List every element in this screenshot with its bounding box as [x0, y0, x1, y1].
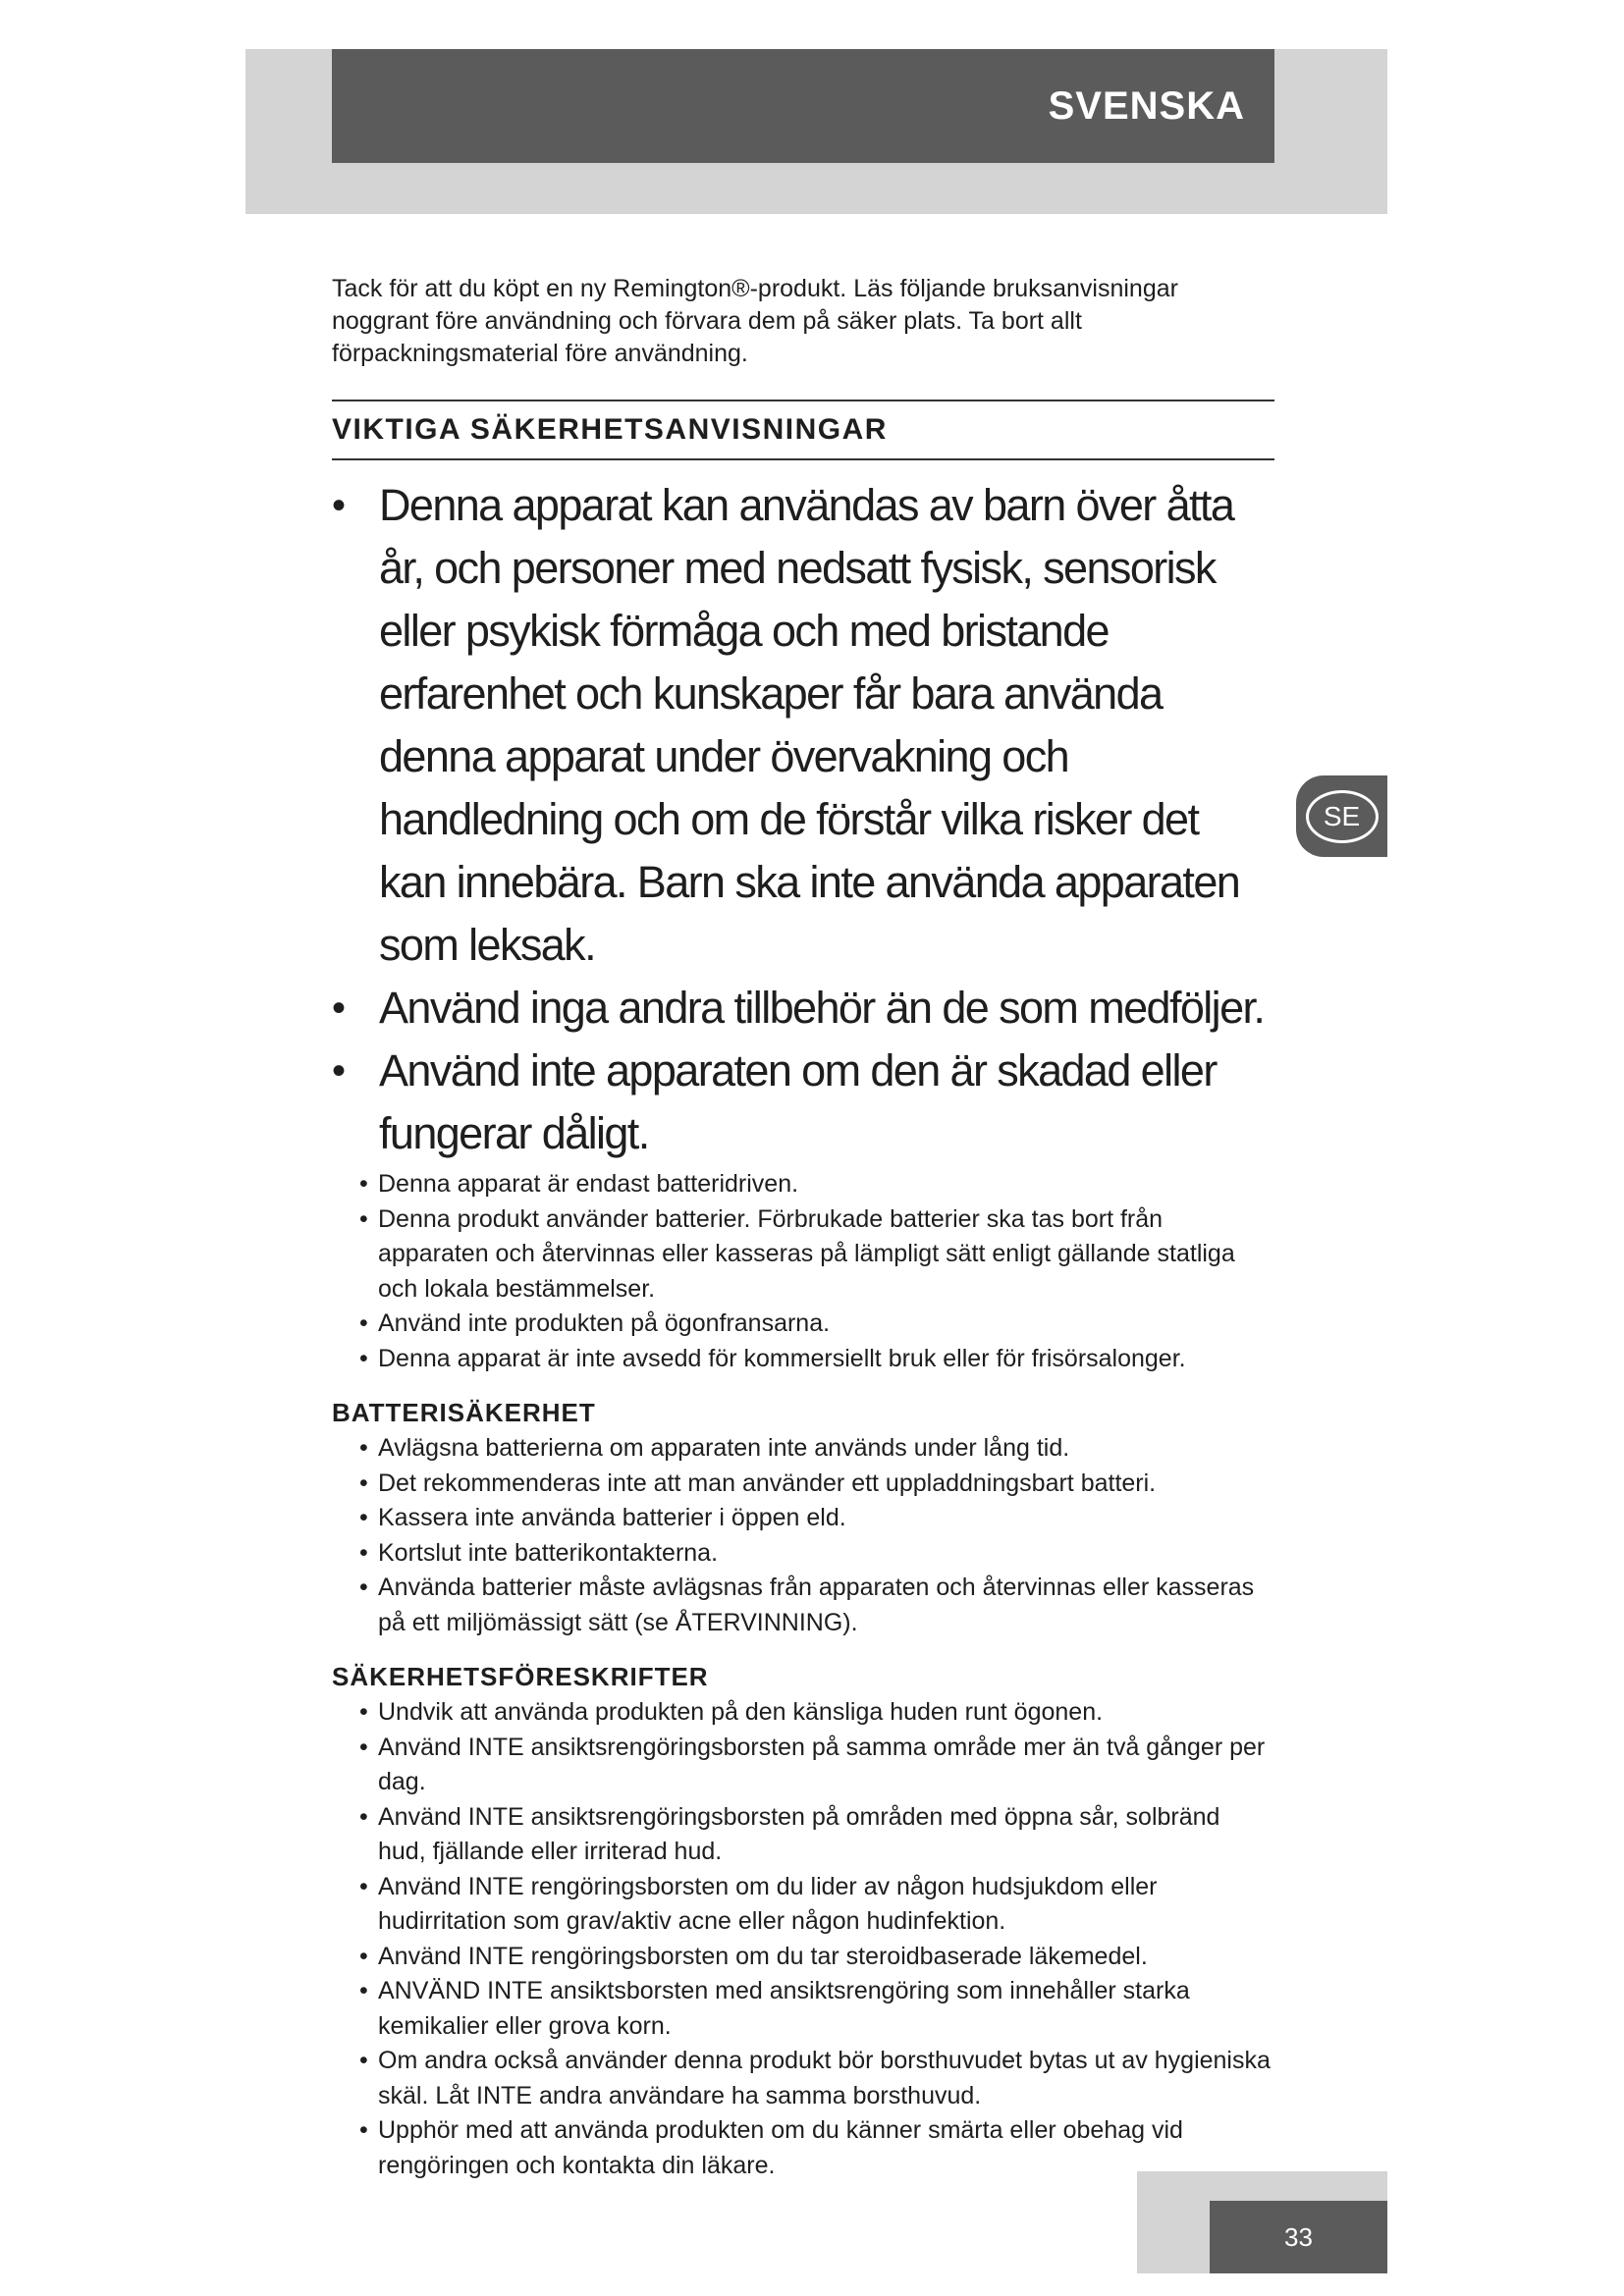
- page-number: 33: [1284, 2221, 1313, 2252]
- list-item: • Kassera inte använda batterier i öppen eld.: [332, 1501, 1274, 1536]
- page-number-box: [1210, 2201, 1387, 2273]
- battery-list: [332, 1431, 1274, 1640]
- list-item: • Avlägsna batterierna om apparaten inte används under lång tid.: [332, 1431, 1274, 1467]
- list-item: • Det rekommenderas inte att man använder ett uppladdningsbart batteri.: [332, 1467, 1274, 1502]
- list-item: • Denna apparat är endast batteridriven.: [332, 1167, 1274, 1202]
- list-item: • Använd INTE rengöringsborsten om du lider av någon hudsjukdom eller hudirritation som grav/aktiv acne eller någon hudinfektion.: [332, 1870, 1274, 1940]
- main-content: [332, 273, 1274, 2183]
- list-item: • Kortslut inte batterikontakterna.: [332, 1536, 1274, 1572]
- important-safety-list: [332, 474, 1274, 1165]
- language-side-tab: [1296, 775, 1387, 857]
- list-item: • ANVÄND INTE ansiktsborsten med ansiktsrengöring som innehåller starka kemikalier eller grova korn.: [332, 1974, 1274, 2044]
- list-item: • Denna apparat kan användas av barn över åtta år, och personer med nedsatt fysisk, sensorisk eller psykisk förmåga och med bristande erfarenhet och kunskaper får bara använda denna apparat under övervakning och handledning och om de förstår vilka risker det kan innebära. Barn ska inte använda apparaten som leksak.: [332, 474, 1274, 977]
- list-item: • Använd INTE ansiktsrengöringsborsten på samma område mer än två gånger per dag.: [332, 1731, 1274, 1800]
- intro-paragraph: Tack för att du köpt en ny Remington®-produkt. Läs följande bruksanvisningar noggrant före användning och förvara dem på säker plats. Ta bort allt förpackningsmaterial före användning.: [332, 275, 1178, 367]
- battery-heading: BATTERISÄKERHET: [332, 1398, 596, 1427]
- se-badge: [1306, 790, 1379, 843]
- list-item: • Upphör med att använda produkten om du känner smärta eller obehag vid rengöringen och kontakta din läkare.: [332, 2113, 1274, 2183]
- list-item: • Använd INTE ansiktsrengöringsborsten på områden med öppna sår, solbränd hud, fjällande eller irriterad hud.: [332, 1800, 1274, 1870]
- divider-top: [332, 400, 1274, 401]
- divider-bottom: [332, 458, 1274, 460]
- list-item: • Denna apparat är inte avsedd för kommersiellt bruk eller för frisörsalonger.: [332, 1342, 1274, 1377]
- list-item: • Använda batterier måste avlägsnas från apparaten och återvinnas eller kasseras på ett miljömässigt sätt (se ÅTERVINNING).: [332, 1571, 1274, 1640]
- list-item: • Använd INTE rengöringsborsten om du tar steroidbaserade läkemedel.: [332, 1940, 1274, 1975]
- list-item: • Undvik att använda produkten på den känsliga huden runt ögonen.: [332, 1695, 1274, 1731]
- language-title: SVENSKA: [1048, 83, 1245, 128]
- precautions-list: [332, 1695, 1274, 2183]
- list-item: • Denna produkt använder batterier. Förbrukade batterier ska tas bort från apparaten och återvinnas eller kasseras på lämpligt sätt enligt gällande statliga och lokala bestämmelser.: [332, 1202, 1274, 1308]
- precautions-heading: SÄKERHETSFÖRESKRIFTER: [332, 1662, 709, 1691]
- list-item: • Använd inte produkten på ögonfransarna.: [332, 1307, 1274, 1342]
- safety-list: [332, 1167, 1274, 1376]
- list-item: • Använd inte apparaten om den är skadad eller fungerar dåligt.: [332, 1040, 1274, 1165]
- se-label: SE: [1323, 800, 1361, 831]
- language-header: [332, 49, 1274, 163]
- safety-heading: VIKTIGA SÄKERHETSANVISNINGAR: [332, 413, 888, 446]
- list-item: • Använd inga andra tillbehör än de som medföljer.: [332, 977, 1274, 1040]
- list-item: • Om andra också använder denna produkt bör borsthuvudet bytas ut av hygieniska skäl. Låt INTE andra användare ha samma borsthuvud.: [332, 2044, 1274, 2113]
